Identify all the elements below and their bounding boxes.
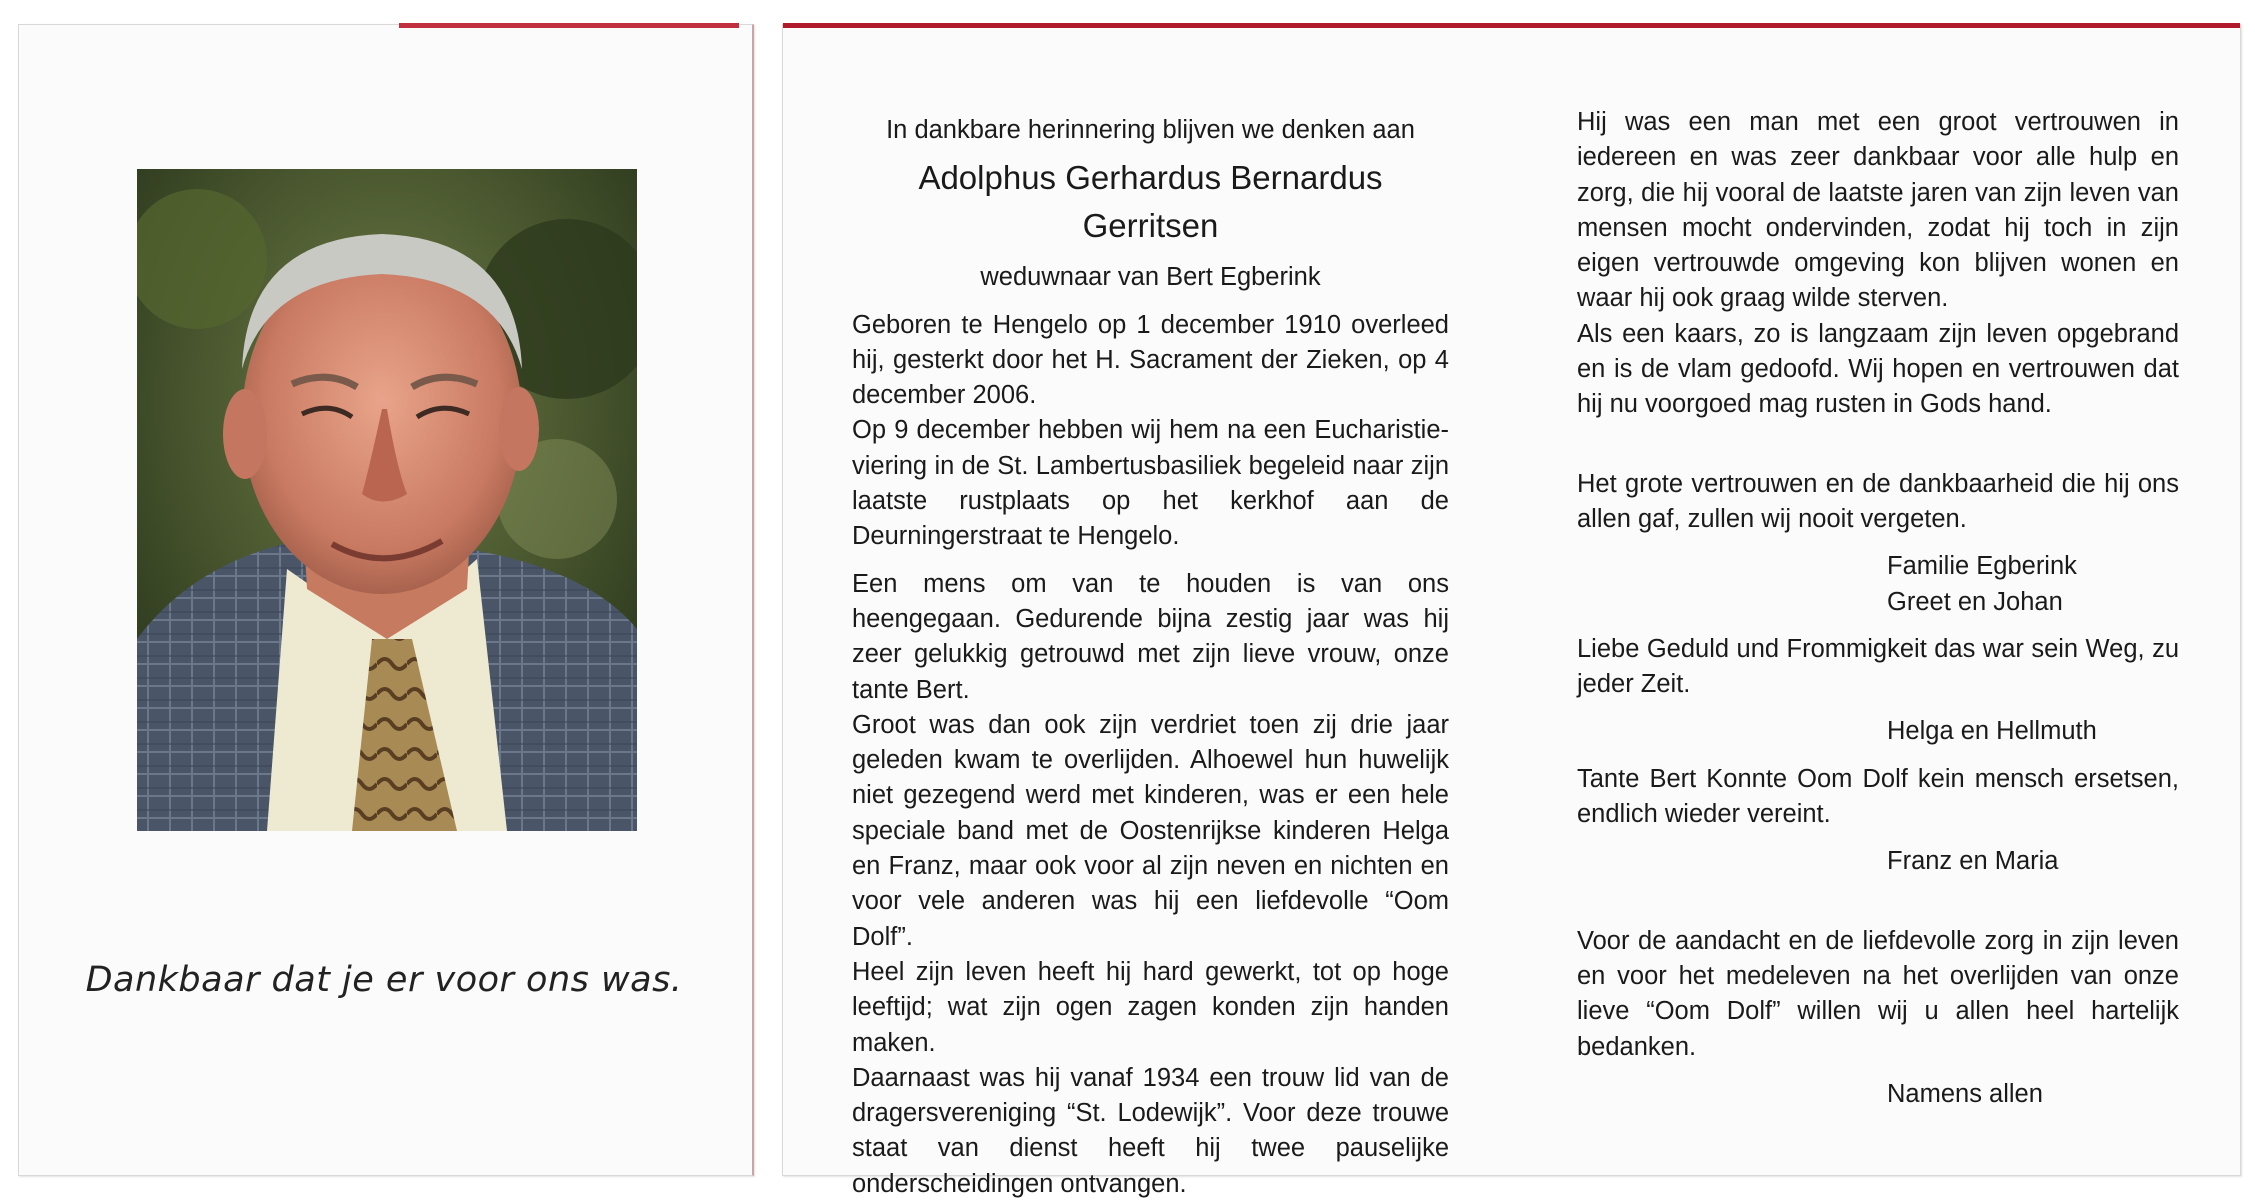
thanks-paragraph: Voor de aandacht en de liefdevolle zorg in zijn leven en voor het medeleven na het overlijden van onze lieve “Oom Dolf” willen wij u allen heel hartelijk bedanken.	[1577, 926, 2179, 1061]
life-paragraph: Een mens om van te houden is van ons heengegaan. Gedurende bijna zestig jaar was hij zeer gelukkig getrouwd met zijn lieve vrouw, onze tante Bert.	[852, 569, 1449, 704]
tribute-column	[1577, 105, 2179, 1112]
funeral-paragraph: Op 9 december hebben wij hem na een Eucharistie-viering in de St. Lambertusbasiliek begeleid naar zijn laatste rustplaats op het kerkhof aan de Deurningerstraat te Hengelo.	[852, 416, 1449, 551]
portrait-illustration	[137, 169, 637, 831]
deceased-name-line1: Adolphus Gerhardus Bernardus	[918, 159, 1383, 197]
signature-egberink: Familie Egberink	[1887, 552, 2077, 581]
widower-line: weduwnaar van Bert Egberink	[980, 263, 1321, 292]
signature-helga-hellmuth: Helga en Hellmuth	[1887, 717, 2097, 746]
association-paragraph: Daarnaast was hij vanaf 1934 een trouw lid van de dragersvereniging “St. Lodewijk”. Voor deze trouwe staat van dienst heeft hij twee pauselijke onderscheidingen ontvangen.	[852, 1063, 1449, 1198]
deceased-name-line2: Gerritsen	[1082, 207, 1219, 245]
card-edge	[783, 23, 2240, 28]
german-verse-1: Liebe Geduld und Frommigkeit das war sein Weg, zu jeder Zeit.	[1577, 634, 2179, 699]
candle-paragraph: Als een kaars, zo is langzaam zijn leven opgebrand en is de vlam gedoofd. Wij hopen en vertrouwen dat hij nu voorgoed mag rusten in Gods hand.	[1577, 319, 2179, 419]
motto-text: Dankbaar dat je er voor ons was.	[85, 960, 683, 1000]
text-card	[782, 24, 2241, 1198]
gratitude-paragraph: Het grote vertrouwen en de dankbaarheid die hij ons allen gaf, zullen wij nooit vergeten.	[1577, 469, 2179, 533]
german-verse-2: Tante Bert Konnte Oom Dolf kein mensch ersetsen, endlich wieder vereint.	[1577, 764, 2179, 829]
birth-death-paragraph: Geboren te Hengelo op 1 december 1910 overleed hij, gesterkt door het H. Sacrament der Zieken, op 4 december 2006.	[852, 310, 1449, 410]
closing-signature: Namens allen	[1887, 1079, 2043, 1108]
photo-card	[18, 24, 754, 1176]
card-edge	[399, 23, 739, 28]
intro-line: In dankbare herinnering blijven we denken aan	[886, 116, 1415, 144]
trust-paragraph: Hij was een man met een groot vertrouwen in iedereen en was zeer dankbaar voor alle hulp en zorg, die hij vooral de laatste jaren van zijn leven van mensen mocht ondervinden, zodat hij toch in zijn eigen vertrouwde omgeving kon blijven wonen en waar hij ook graag wilde sterven.	[1577, 108, 2179, 313]
signature-franz-maria: Franz en Maria	[1887, 847, 2059, 876]
work-paragraph: Heel zijn leven heeft hij hard gewerkt, tot op hoge leeftijd; wat zijn ogen zagen konden zijn handen maken.	[852, 957, 1449, 1057]
portrait-photo	[137, 169, 637, 831]
family-paragraph: Groot was dan ook zijn verdriet toen zij drie jaar geleden kwam te overlijden. Alhoewel hun huwelijk niet gezegend werd met kinderen, was er een hele speciale band met de Oostenrijkse kinderen Helga en Franz, maar ook voor al zijn neven en nichten en voor vele anderen was hij een liefdevolle “Oom Dolf”.	[852, 710, 1449, 951]
obituary-column	[852, 113, 1449, 1202]
signature-greet-johan: Greet en Johan	[1887, 587, 2063, 616]
